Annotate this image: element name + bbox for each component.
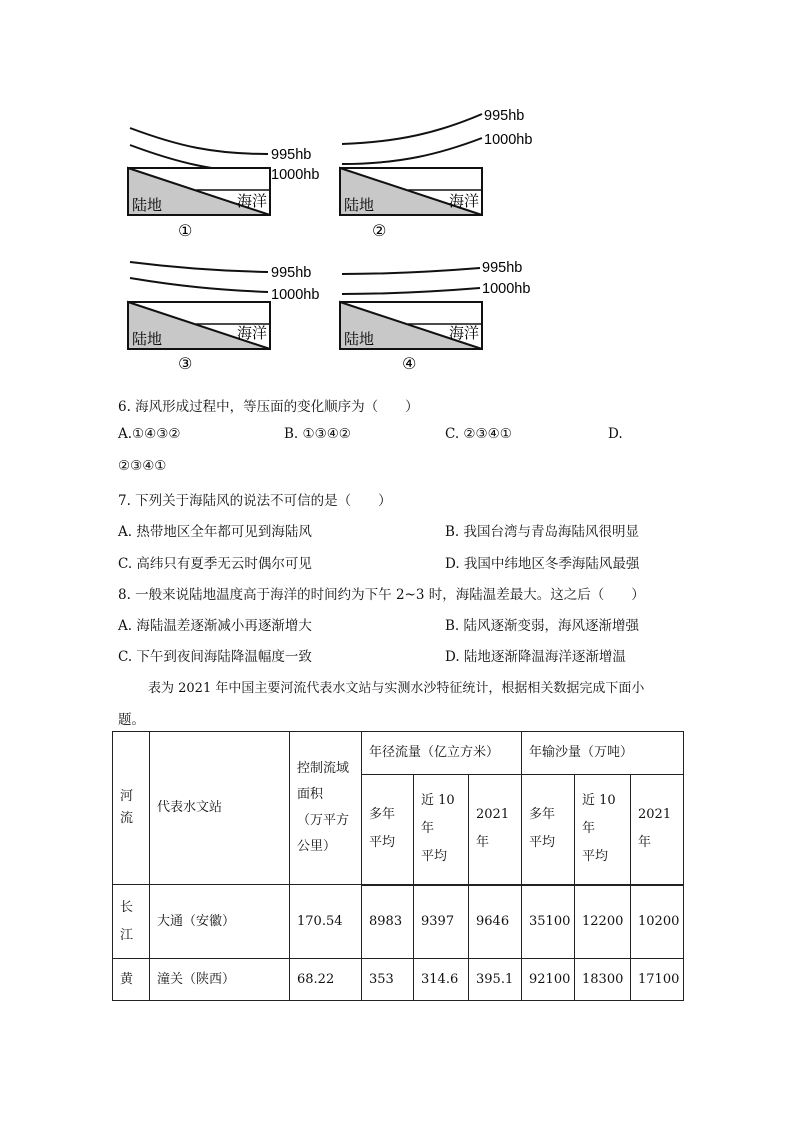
- cell-area: 68.22: [290, 959, 362, 1001]
- ocean-label: 海洋: [449, 192, 480, 210]
- cell-runoff-2021: 395.1: [469, 959, 522, 1001]
- cell-sediment-2021: 10200: [631, 885, 684, 959]
- isobar-diagram-1: [118, 118, 333, 248]
- subheader-runoff-2021: 2021 年: [469, 775, 522, 885]
- header-area: 控制流域 面积 （万平方 公里）: [290, 732, 362, 885]
- cell-station: 潼关（陕西）: [150, 959, 290, 1001]
- header-station: 代表水文站: [150, 732, 290, 885]
- isobar-curve-995: [130, 128, 268, 154]
- table-intro-line-1: 表为 2021 年中国主要河流代表水文站与实测水沙特征统计，根据相关数据完成下面小: [148, 681, 645, 696]
- question-7-option-c[interactable]: C. 高纬只有夏季无云时偶尔可见: [118, 556, 312, 572]
- isobar-diagram-4: [330, 256, 545, 380]
- cell-runoff-long-term: 8983: [362, 885, 414, 959]
- isobar-label-995: 995hb: [482, 260, 523, 276]
- isobar-diagram-3: [118, 256, 333, 380]
- land-label: 陆地: [132, 196, 163, 214]
- question-8-option-c[interactable]: C. 下午到夜间海陆降温幅度一致: [118, 649, 312, 665]
- question-6-option-d-text[interactable]: ②③④①: [118, 458, 167, 474]
- hydrology-table: [112, 731, 684, 1001]
- question-7-option-d[interactable]: D. 我国中纬地区冬季海陆风最强: [445, 556, 640, 572]
- header-river: 河 流: [113, 732, 150, 885]
- table-row: [113, 885, 684, 959]
- isobar-label-995: 995hb: [271, 147, 312, 163]
- question-8-option-d[interactable]: D. 陆地逐渐降温海洋逐渐增温: [445, 649, 626, 665]
- isobar-curve-1000: [342, 288, 480, 294]
- land-label: 陆地: [344, 330, 375, 348]
- cell-runoff-2021: 9646: [469, 885, 522, 959]
- ocean-label: 海洋: [237, 324, 268, 342]
- cell-sediment-10yr: 18300: [575, 959, 631, 1001]
- question-7-stem: 7. 下列关于海陆风的说法不可信的是（ ）: [118, 493, 392, 509]
- cell-station: 大通（安徽）: [150, 885, 290, 959]
- question-7-option-b[interactable]: B. 我国台湾与青岛海陆风很明显: [445, 524, 640, 540]
- isobar-label-1000: 1000hb: [484, 132, 533, 148]
- question-8-option-b[interactable]: B. 陆风逐渐变弱，海风逐渐增强: [445, 618, 640, 634]
- isobar-curve-995: [342, 268, 480, 274]
- isobar-label-995: 995hb: [271, 265, 312, 281]
- question-8-stem: 8. 一般来说陆地温度高于海洋的时间约为下午 2~3 时，海陆温差最大。这之后（ ）: [118, 587, 645, 603]
- isobar-curve-995: [342, 114, 482, 144]
- table-row: [113, 959, 684, 1001]
- diagram-number: ④: [402, 354, 417, 373]
- question-6-stem: 6. 海风形成过程中，等压面的变化顺序为（ ）: [118, 399, 419, 415]
- isobar-label-995: 995hb: [484, 108, 525, 124]
- subheader-sediment-2021: 2021 年: [631, 775, 684, 885]
- cell-sediment-long-term: 92100: [522, 959, 575, 1001]
- table-intro-line-2: 题。: [118, 712, 145, 728]
- isobar-label-1000: 1000hb: [482, 281, 531, 297]
- diagram-number: ③: [178, 354, 193, 373]
- cell-area: 170.54: [290, 885, 362, 959]
- isobar-diagram-2: [330, 102, 545, 248]
- subheader-runoff-10yr: 近 10 年 平均: [414, 775, 469, 885]
- isobar-label-1000: 1000hb: [271, 287, 320, 303]
- land-label: 陆地: [132, 330, 163, 348]
- ocean-label: 海洋: [237, 192, 268, 210]
- question-6-option-a[interactable]: A.①④③②: [118, 426, 181, 442]
- diagram-number: ②: [372, 221, 387, 240]
- land-label: 陆地: [344, 196, 375, 214]
- question-8-option-a[interactable]: A. 海陆温差逐渐减小再逐渐增大: [118, 618, 312, 634]
- isobar-curve-1000: [130, 278, 268, 292]
- subheader-sediment-10yr: 近 10 年 平均: [575, 775, 631, 885]
- cell-river: 长 江: [113, 885, 150, 959]
- question-6-option-c[interactable]: C. ②③④①: [445, 426, 512, 442]
- question-6-option-d[interactable]: D.: [608, 426, 623, 442]
- question-7-option-a[interactable]: A. 热带地区全年都可见到海陆风: [118, 524, 312, 540]
- cell-sediment-long-term: 35100: [522, 885, 575, 959]
- subheader-sediment-long-term: 多年 平均: [522, 775, 575, 885]
- diagram-number: ①: [178, 221, 193, 240]
- cell-sediment-2021: 17100: [631, 959, 684, 1001]
- isobar-label-1000: 1000hb: [271, 167, 320, 183]
- cell-runoff-10yr: 314.6: [414, 959, 469, 1001]
- subheader-runoff-long-term: 多年 平均: [362, 775, 414, 885]
- cell-runoff-10yr: 9397: [414, 885, 469, 959]
- cell-river: 黄: [113, 959, 150, 1001]
- header-annual-sediment: 年输沙量（万吨）: [522, 732, 684, 775]
- cell-sediment-10yr: 12200: [575, 885, 631, 959]
- header-annual-runoff: 年径流量（亿立方米）: [362, 732, 522, 775]
- cell-runoff-long-term: 353: [362, 959, 414, 1001]
- ocean-label: 海洋: [449, 324, 480, 342]
- question-6-option-b[interactable]: B. ①③④②: [284, 426, 351, 442]
- isobar-curve-995: [130, 262, 268, 272]
